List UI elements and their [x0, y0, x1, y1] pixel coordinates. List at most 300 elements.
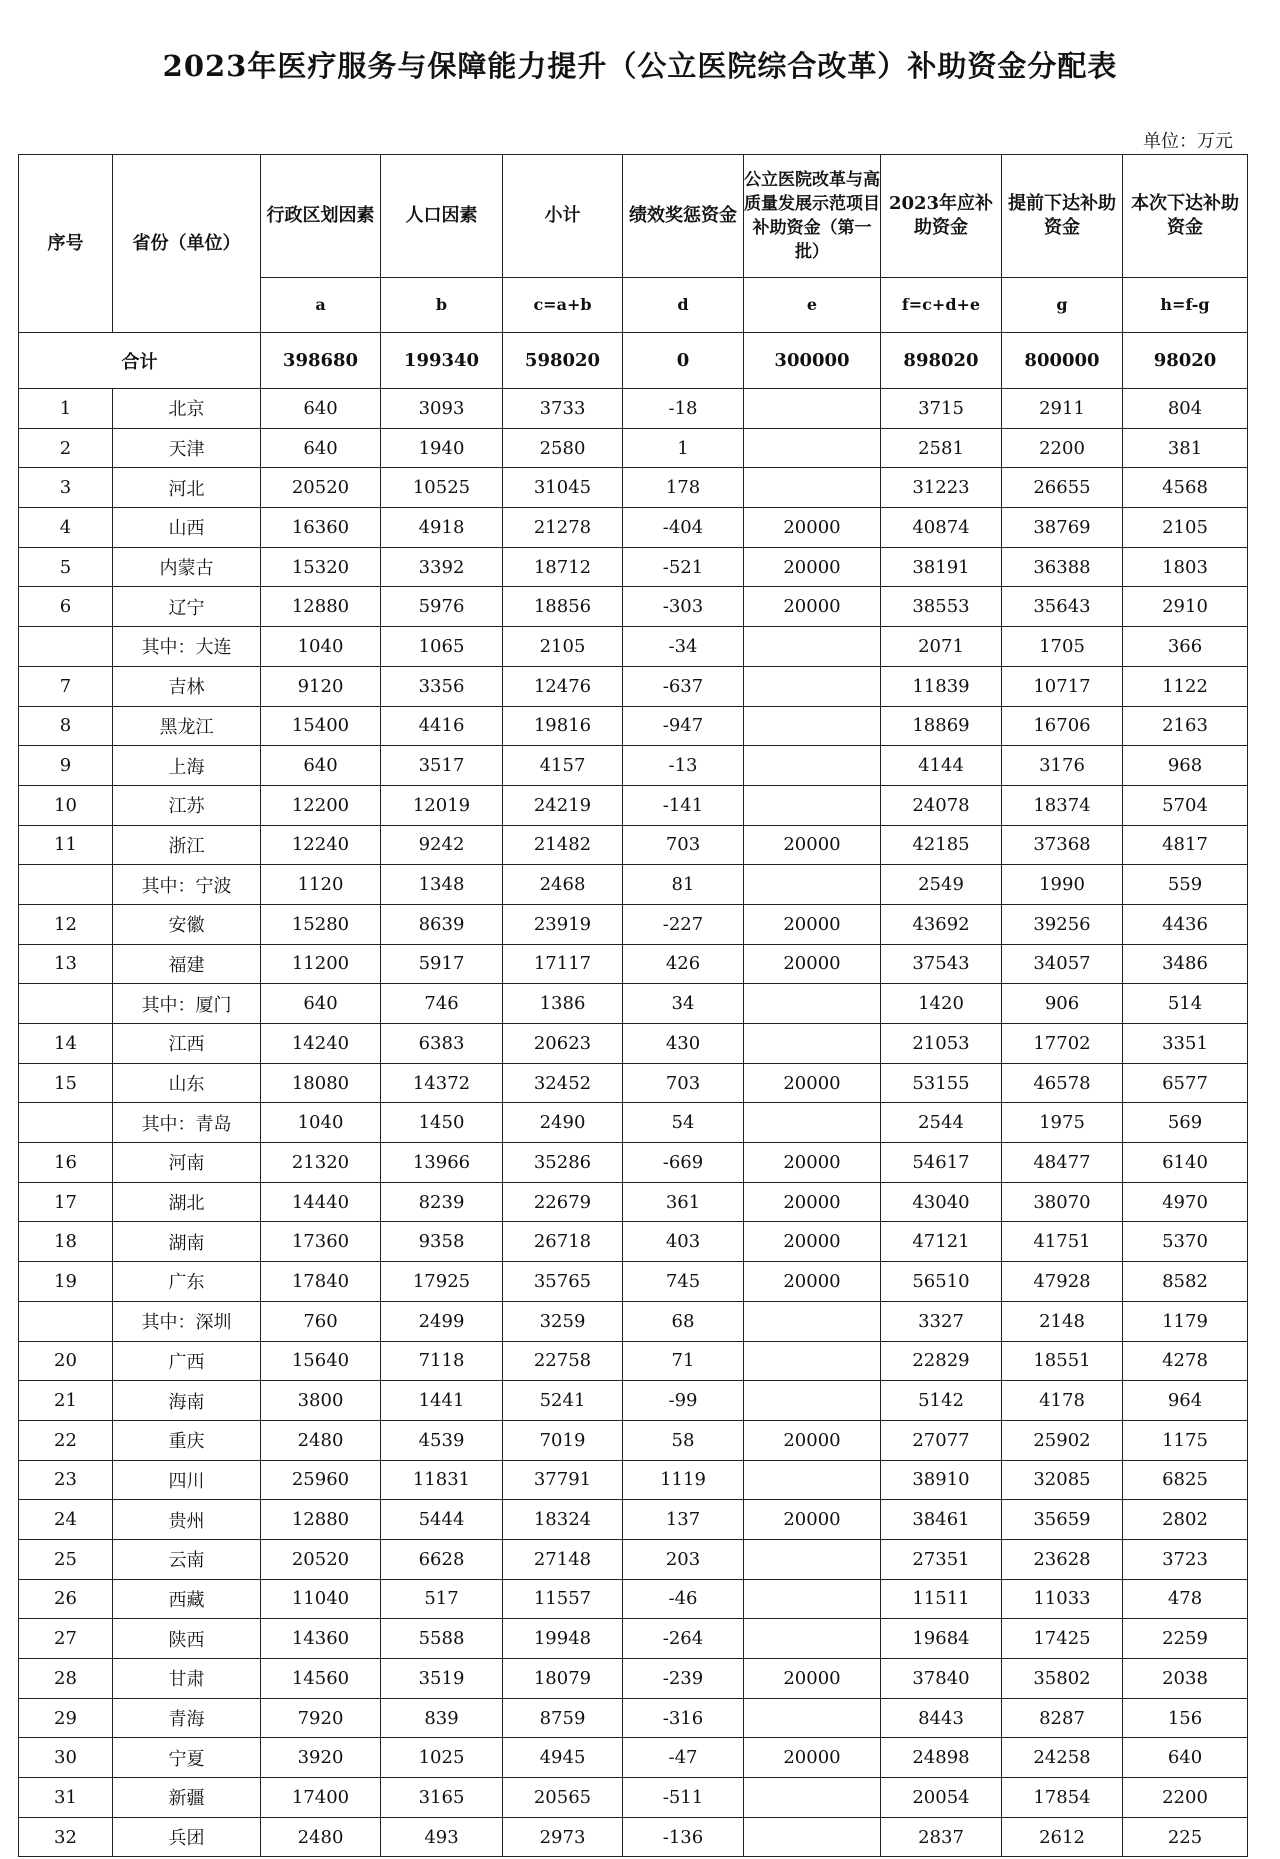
row-value: 2580: [503, 428, 623, 468]
row-value: [744, 1024, 881, 1064]
row-value: 1441: [381, 1381, 503, 1421]
row-seq: [19, 627, 113, 667]
row-value: 37368: [1002, 825, 1123, 865]
row-seq: 24: [19, 1500, 113, 1540]
row-value: 1450: [381, 1103, 503, 1143]
header-advance-fund: 提前下达补助资金: [1002, 155, 1123, 278]
row-value: 18374: [1002, 785, 1123, 825]
row-value: 4539: [381, 1420, 503, 1460]
row-value: -947: [623, 706, 744, 746]
row-value: 35765: [503, 1262, 623, 1302]
row-province: 兵团: [113, 1817, 261, 1857]
row-value: 17400: [261, 1778, 381, 1818]
row-value: 14560: [261, 1659, 381, 1699]
row-value: 15400: [261, 706, 381, 746]
table-row: [19, 1143, 1248, 1183]
row-value: 37543: [881, 944, 1002, 984]
row-value: 19948: [503, 1619, 623, 1659]
table-row: [19, 666, 1248, 706]
row-value: [744, 746, 881, 786]
row-value: 2612: [1002, 1817, 1123, 1857]
row-province: 陕西: [113, 1619, 261, 1659]
header-province: 省份（单位）: [113, 155, 261, 333]
row-value: 34: [623, 984, 744, 1024]
table-row: [19, 1301, 1248, 1341]
row-value: 1803: [1123, 547, 1248, 587]
row-value: 11040: [261, 1579, 381, 1619]
total-label: 合计: [19, 333, 261, 389]
row-value: [744, 1381, 881, 1421]
row-value: 15320: [261, 547, 381, 587]
row-value: 5976: [381, 587, 503, 627]
row-value: 2148: [1002, 1301, 1123, 1341]
row-value: 3920: [261, 1738, 381, 1778]
header-performance-fund: 绩效奖惩资金: [623, 155, 744, 278]
header-subtotal: 小计: [503, 155, 623, 278]
row-value: 20000: [744, 1659, 881, 1699]
formula-h: h=f-g: [1123, 278, 1248, 333]
row-value: 381: [1123, 428, 1248, 468]
total-cell: 300000: [744, 333, 881, 389]
row-value: 54: [623, 1103, 744, 1143]
row-value: -34: [623, 627, 744, 667]
row-value: 2490: [503, 1103, 623, 1143]
table-row: [19, 1619, 1248, 1659]
row-value: -99: [623, 1381, 744, 1421]
table-row: [19, 1182, 1248, 1222]
row-province: 其中：厦门: [113, 984, 261, 1024]
row-value: -521: [623, 547, 744, 587]
row-province: 其中：青岛: [113, 1103, 261, 1143]
row-value: 16360: [261, 508, 381, 548]
row-value: 11511: [881, 1579, 1002, 1619]
row-province: 江苏: [113, 785, 261, 825]
row-value: 23628: [1002, 1539, 1123, 1579]
row-value: 27077: [881, 1420, 1002, 1460]
row-value: 2973: [503, 1817, 623, 1857]
row-seq: 14: [19, 1024, 113, 1064]
row-province: 浙江: [113, 825, 261, 865]
row-value: 20000: [744, 1420, 881, 1460]
row-value: 21053: [881, 1024, 1002, 1064]
row-value: 3165: [381, 1778, 503, 1818]
row-value: 178: [623, 468, 744, 508]
row-value: -46: [623, 1579, 744, 1619]
table-row: [19, 1817, 1248, 1857]
row-value: 17854: [1002, 1778, 1123, 1818]
row-value: 20000: [744, 825, 881, 865]
row-value: 22829: [881, 1341, 1002, 1381]
row-value: 43692: [881, 904, 1002, 944]
table-row: [19, 825, 1248, 865]
row-seq: 4: [19, 508, 113, 548]
row-province: 内蒙古: [113, 547, 261, 587]
row-value: 12476: [503, 666, 623, 706]
row-value: 640: [261, 746, 381, 786]
row-value: 31045: [503, 468, 623, 508]
formula-g: g: [1002, 278, 1123, 333]
row-value: 14372: [381, 1063, 503, 1103]
table-row: [19, 547, 1248, 587]
header-seq: 序号: [19, 155, 113, 333]
row-seq: 26: [19, 1579, 113, 1619]
row-seq: 20: [19, 1341, 113, 1381]
row-value: 2837: [881, 1817, 1002, 1857]
row-value: 20000: [744, 904, 881, 944]
total-cell: 199340: [381, 333, 503, 389]
total-cell: 398680: [261, 333, 381, 389]
row-value: 703: [623, 825, 744, 865]
row-value: 20000: [744, 1262, 881, 1302]
row-province: 其中：宁波: [113, 865, 261, 905]
row-value: 17117: [503, 944, 623, 984]
row-value: 42185: [881, 825, 1002, 865]
row-value: 1386: [503, 984, 623, 1024]
row-seq: 2: [19, 428, 113, 468]
row-seq: 19: [19, 1262, 113, 1302]
row-value: 9358: [381, 1222, 503, 1262]
row-value: 2499: [381, 1301, 503, 1341]
row-value: [744, 428, 881, 468]
row-value: 9120: [261, 666, 381, 706]
row-value: 15280: [261, 904, 381, 944]
row-value: 22758: [503, 1341, 623, 1381]
row-value: 4157: [503, 746, 623, 786]
row-seq: 29: [19, 1698, 113, 1738]
row-value: -404: [623, 508, 744, 548]
row-value: -303: [623, 587, 744, 627]
row-value: 56510: [881, 1262, 1002, 1302]
row-seq: 15: [19, 1063, 113, 1103]
row-value: 2163: [1123, 706, 1248, 746]
row-value: 38910: [881, 1460, 1002, 1500]
row-province: 青海: [113, 1698, 261, 1738]
table-row: [19, 587, 1248, 627]
row-seq: [19, 984, 113, 1024]
allocation-table: [18, 154, 1248, 1857]
table-row: [19, 508, 1248, 548]
row-value: 26655: [1002, 468, 1123, 508]
row-province: 湖南: [113, 1222, 261, 1262]
total-cell: 0: [623, 333, 744, 389]
row-value: 746: [381, 984, 503, 1024]
row-value: 3176: [1002, 746, 1123, 786]
row-province: 北京: [113, 389, 261, 429]
row-value: 366: [1123, 627, 1248, 667]
row-value: 12240: [261, 825, 381, 865]
row-seq: 7: [19, 666, 113, 706]
row-value: 640: [261, 984, 381, 1024]
row-value: 17925: [381, 1262, 503, 1302]
row-value: 21320: [261, 1143, 381, 1183]
row-value: [744, 468, 881, 508]
row-value: 38070: [1002, 1182, 1123, 1222]
row-value: 5370: [1123, 1222, 1248, 1262]
row-value: -227: [623, 904, 744, 944]
row-seq: 8: [19, 706, 113, 746]
table-row: [19, 1460, 1248, 1500]
row-value: 1420: [881, 984, 1002, 1024]
row-value: 2544: [881, 1103, 1002, 1143]
row-province: 福建: [113, 944, 261, 984]
header-2023-due-fund: 2023年应补助资金: [881, 155, 1002, 278]
row-value: 839: [381, 1698, 503, 1738]
row-value: 5917: [381, 944, 503, 984]
row-seq: [19, 1103, 113, 1143]
row-value: [744, 666, 881, 706]
row-value: 18324: [503, 1500, 623, 1540]
header-demo-project-fund: 公立医院改革与高质量发展示范项目补助资金（第一批）: [744, 155, 881, 278]
formula-e: e: [744, 278, 881, 333]
row-province: 广西: [113, 1341, 261, 1381]
row-seq: 25: [19, 1539, 113, 1579]
row-seq: 3: [19, 468, 113, 508]
row-value: 1065: [381, 627, 503, 667]
row-value: [744, 1341, 881, 1381]
row-value: -136: [623, 1817, 744, 1857]
row-value: 2105: [1123, 508, 1248, 548]
row-value: 25902: [1002, 1420, 1123, 1460]
row-value: 12200: [261, 785, 381, 825]
table-row: [19, 1698, 1248, 1738]
row-value: -47: [623, 1738, 744, 1778]
table-row: [19, 706, 1248, 746]
row-value: 9242: [381, 825, 503, 865]
row-value: 5704: [1123, 785, 1248, 825]
row-seq: 17: [19, 1182, 113, 1222]
row-value: 35659: [1002, 1500, 1123, 1540]
row-value: 18712: [503, 547, 623, 587]
row-value: 569: [1123, 1103, 1248, 1143]
row-value: 6577: [1123, 1063, 1248, 1103]
table-row: [19, 1420, 1248, 1460]
row-value: 54617: [881, 1143, 1002, 1183]
row-value: 426: [623, 944, 744, 984]
row-value: 5444: [381, 1500, 503, 1540]
row-value: 53155: [881, 1063, 1002, 1103]
row-value: 20520: [261, 468, 381, 508]
row-seq: [19, 865, 113, 905]
row-value: 3392: [381, 547, 503, 587]
row-seq: 11: [19, 825, 113, 865]
row-value: 517: [381, 1579, 503, 1619]
row-value: 34057: [1002, 944, 1123, 984]
row-value: 20054: [881, 1778, 1002, 1818]
row-seq: 28: [19, 1659, 113, 1699]
table-row: [19, 944, 1248, 984]
table-row: [19, 428, 1248, 468]
row-value: 640: [261, 428, 381, 468]
table-row: [19, 904, 1248, 944]
row-seq: 18: [19, 1222, 113, 1262]
table-row: [19, 389, 1248, 429]
row-value: 906: [1002, 984, 1123, 1024]
row-value: 1179: [1123, 1301, 1248, 1341]
row-province: 西藏: [113, 1579, 261, 1619]
total-cell: 898020: [881, 333, 1002, 389]
row-value: 81: [623, 865, 744, 905]
row-value: 18079: [503, 1659, 623, 1699]
row-seq: 31: [19, 1778, 113, 1818]
row-province: 河北: [113, 468, 261, 508]
row-value: 1975: [1002, 1103, 1123, 1143]
row-value: 11831: [381, 1460, 503, 1500]
row-value: 13966: [381, 1143, 503, 1183]
row-value: 2200: [1123, 1778, 1248, 1818]
row-value: 58: [623, 1420, 744, 1460]
row-value: 2468: [503, 865, 623, 905]
row-value: 38461: [881, 1500, 1002, 1540]
row-value: 760: [261, 1301, 381, 1341]
row-value: 24258: [1002, 1738, 1123, 1778]
row-province: 贵州: [113, 1500, 261, 1540]
header-current-fund: 本次下达补助资金: [1123, 155, 1248, 278]
row-value: [744, 389, 881, 429]
row-value: 46578: [1002, 1063, 1123, 1103]
row-value: 703: [623, 1063, 744, 1103]
row-value: 5241: [503, 1381, 623, 1421]
row-province: 安徽: [113, 904, 261, 944]
row-seq: 5: [19, 547, 113, 587]
row-value: 3327: [881, 1301, 1002, 1341]
row-value: 1122: [1123, 666, 1248, 706]
row-value: 16706: [1002, 706, 1123, 746]
row-province: 湖北: [113, 1182, 261, 1222]
row-value: 4178: [1002, 1381, 1123, 1421]
row-value: 3800: [261, 1381, 381, 1421]
row-value: [744, 1778, 881, 1818]
row-seq: 30: [19, 1738, 113, 1778]
table-row: [19, 1024, 1248, 1064]
row-seq: 1: [19, 389, 113, 429]
table-row: [19, 1262, 1248, 1302]
row-value: 4918: [381, 508, 503, 548]
table-row: [19, 1579, 1248, 1619]
row-value: 3723: [1123, 1539, 1248, 1579]
row-value: 403: [623, 1222, 744, 1262]
row-value: 514: [1123, 984, 1248, 1024]
row-value: 3093: [381, 389, 503, 429]
table-row: [19, 1381, 1248, 1421]
row-value: 11839: [881, 666, 1002, 706]
table-row: [19, 1063, 1248, 1103]
row-value: 1: [623, 428, 744, 468]
row-seq: 9: [19, 746, 113, 786]
row-seq: 13: [19, 944, 113, 984]
row-value: 2071: [881, 627, 1002, 667]
row-province: 黑龙江: [113, 706, 261, 746]
formula-f: f=c+d+e: [881, 278, 1002, 333]
row-value: 2480: [261, 1420, 381, 1460]
row-value: 38769: [1002, 508, 1123, 548]
row-value: 47121: [881, 1222, 1002, 1262]
row-value: [744, 1817, 881, 1857]
row-value: 745: [623, 1262, 744, 1302]
row-value: 225: [1123, 1817, 1248, 1857]
row-value: 4416: [381, 706, 503, 746]
row-value: 968: [1123, 746, 1248, 786]
row-value: 11033: [1002, 1579, 1123, 1619]
row-value: 43040: [881, 1182, 1002, 1222]
row-value: [744, 706, 881, 746]
table-row: [19, 627, 1248, 667]
row-seq: 16: [19, 1143, 113, 1183]
row-value: 8759: [503, 1698, 623, 1738]
row-value: 23919: [503, 904, 623, 944]
row-province: 山西: [113, 508, 261, 548]
row-value: 48477: [1002, 1143, 1123, 1183]
row-value: 39256: [1002, 904, 1123, 944]
row-province: 辽宁: [113, 587, 261, 627]
formula-b: b: [381, 278, 503, 333]
row-seq: 32: [19, 1817, 113, 1857]
row-value: 20520: [261, 1539, 381, 1579]
table-row: [19, 1778, 1248, 1818]
row-value: 20000: [744, 944, 881, 984]
row-province: 云南: [113, 1539, 261, 1579]
row-value: 14240: [261, 1024, 381, 1064]
header-population-factor: 人口因素: [381, 155, 503, 278]
row-value: 203: [623, 1539, 744, 1579]
row-value: 1990: [1002, 865, 1123, 905]
row-value: 38553: [881, 587, 1002, 627]
row-value: 804: [1123, 389, 1248, 429]
row-value: 10717: [1002, 666, 1123, 706]
row-value: 5588: [381, 1619, 503, 1659]
row-value: 21278: [503, 508, 623, 548]
unit-label: 单位：万元: [1143, 131, 1233, 152]
row-value: 3715: [881, 389, 1002, 429]
row-province: 重庆: [113, 1420, 261, 1460]
row-value: 14360: [261, 1619, 381, 1659]
row-value: 17360: [261, 1222, 381, 1262]
row-value: 2038: [1123, 1659, 1248, 1699]
row-value: 8443: [881, 1698, 1002, 1738]
row-value: 26718: [503, 1222, 623, 1262]
row-value: 21482: [503, 825, 623, 865]
row-value: 17702: [1002, 1024, 1123, 1064]
total-cell: 598020: [503, 333, 623, 389]
row-value: 19816: [503, 706, 623, 746]
row-value: -316: [623, 1698, 744, 1738]
row-value: 25960: [261, 1460, 381, 1500]
row-value: 2802: [1123, 1500, 1248, 1540]
row-value: 14440: [261, 1182, 381, 1222]
row-value: 32452: [503, 1063, 623, 1103]
row-value: 24898: [881, 1738, 1002, 1778]
row-value: 1040: [261, 627, 381, 667]
row-value: 559: [1123, 865, 1248, 905]
row-value: 2911: [1002, 389, 1123, 429]
row-value: 156: [1123, 1698, 1248, 1738]
row-value: 3259: [503, 1301, 623, 1341]
row-value: -13: [623, 746, 744, 786]
row-value: 24078: [881, 785, 1002, 825]
page-title: 2023年医疗服务与保障能力提升（公立医院综合改革）补助资金分配表: [162, 49, 1118, 83]
row-seq: 21: [19, 1381, 113, 1421]
row-value: 68: [623, 1301, 744, 1341]
row-value: -511: [623, 1778, 744, 1818]
row-value: 493: [381, 1817, 503, 1857]
row-value: 20000: [744, 1143, 881, 1183]
row-value: -239: [623, 1659, 744, 1699]
row-value: 37791: [503, 1460, 623, 1500]
row-value: 20000: [744, 587, 881, 627]
row-province: 吉林: [113, 666, 261, 706]
row-value: 19684: [881, 1619, 1002, 1659]
row-value: 4970: [1123, 1182, 1248, 1222]
row-value: 3733: [503, 389, 623, 429]
